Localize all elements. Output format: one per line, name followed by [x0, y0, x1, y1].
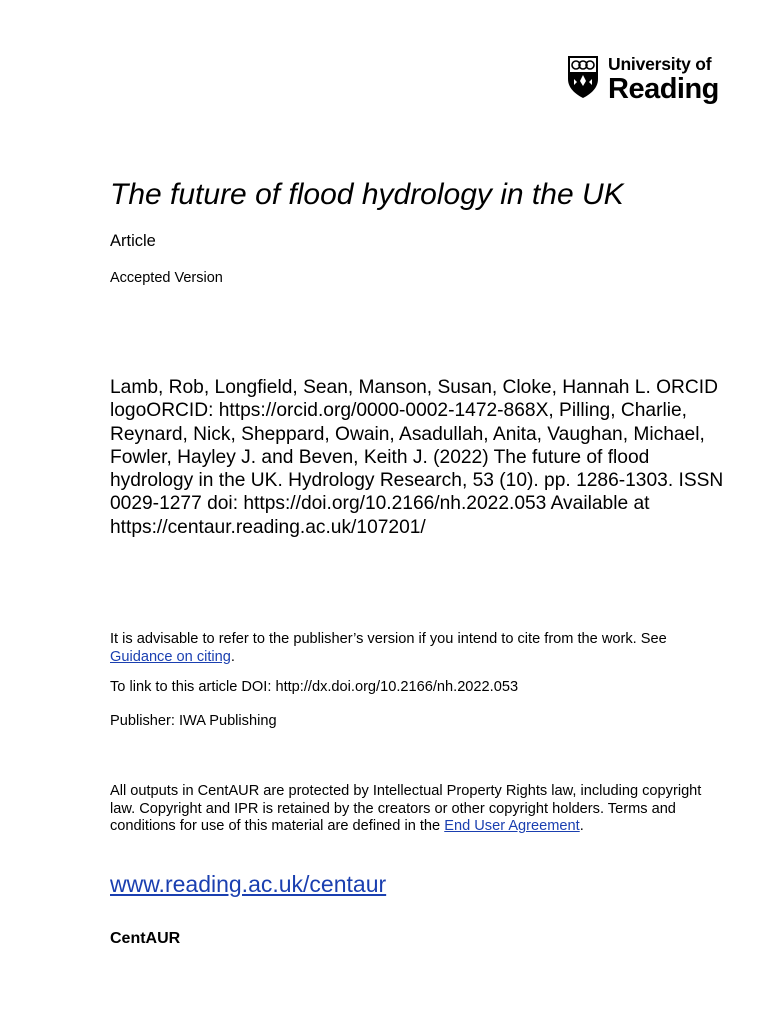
doi-line: To link to this article DOI: http://dx.doi.org/10.2166/nh.2022.053: [110, 679, 519, 695]
rights-end: .: [579, 818, 584, 835]
rights-statement: [110, 783, 710, 836]
citing-advice-end: .: [230, 648, 235, 665]
logo-line-2: Reading: [608, 72, 719, 105]
centaur-website-link[interactable]: www.reading.ac.uk/centaur: [110, 871, 387, 897]
logo-wordmark: [608, 55, 719, 104]
item-type: Article: [110, 232, 156, 250]
repository-name: CentAUR: [110, 930, 181, 947]
citing-advice-text: It is advisable to refer to the publisher’s version if you intend to cite from the work. See: [110, 631, 667, 647]
guidance-on-citing-link[interactable]: Guidance on citing: [110, 648, 231, 665]
article-title: The future of flood hydrology in the UK: [110, 178, 624, 211]
citing-advice: [110, 631, 710, 666]
end-user-agreement-link[interactable]: End User Agreement: [444, 818, 580, 835]
logo-line-1: University of: [608, 54, 712, 74]
publisher-line: Publisher: IWA Publishing: [110, 713, 277, 729]
rights-text: All outputs in CentAUR are protected by Intellectual Property Rights law, including copyright law. Copyright and IPR is retained by the creators or other copyright holders. Terms and conditions for use of this material are defined in the: [110, 783, 702, 835]
university-logo: [567, 55, 727, 105]
citation-text: Lamb, Rob, Longfield, Sean, Manson, Susan, Cloke, Hannah L. ORCID logoORCID: https://orcid.org/0000-0002-1472-868X, Pilling, Charlie, Reynard, Nick, Sheppard, Owain, Asadullah, Anita, Vaughan, Michael, Fowler, Hayley J. and Beven, Keith J. (2022) The future of flood hydrology in the UK. Hydrology Research, 53 (10). pp. 1286-1303. ISSN 0029-1277 doi: https://doi.org/10.2166/nh.2022.053 Available at https://centaur.reading.ac.uk/107201/: [110, 377, 724, 538]
version-label: Accepted Version: [110, 270, 223, 286]
crest-icon: [567, 55, 599, 99]
